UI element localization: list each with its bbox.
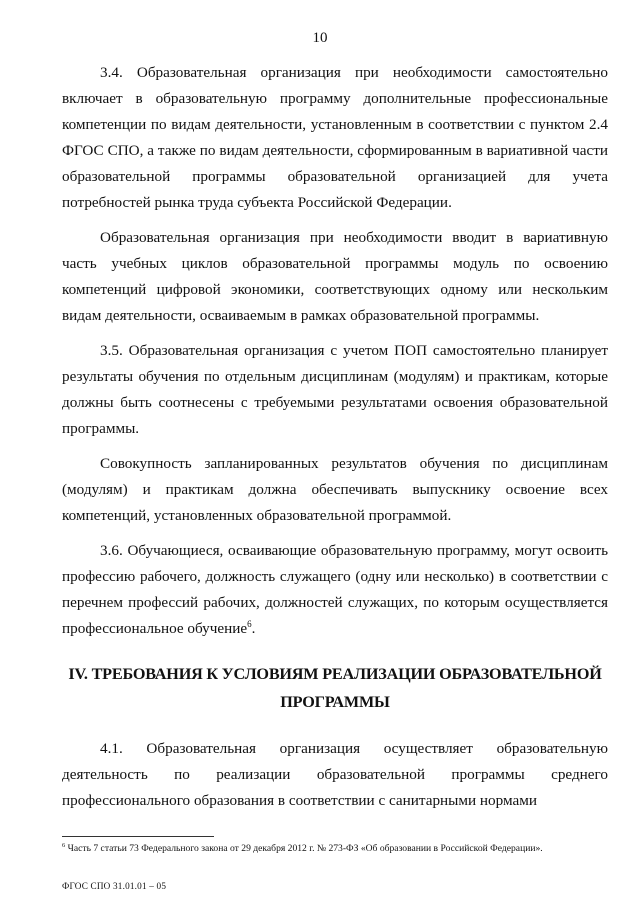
footnote-reference: 6 xyxy=(247,619,252,629)
page-number: 10 xyxy=(312,30,328,46)
paragraph-3-4: 3.4. Образовательная организация при необходимости самостоятельно включает в образовательную программу дополнительные профессиональные компетенции по видам деятельности, установленным в соответствии с пунктом 2.4 ФГОС СПО, а также по видам деятельности, сформированным в вариативной части образовательной программы образовательной организацией для учета потребностей рынка труда субъекта Российской Федерации. xyxy=(62,64,608,211)
paragraph-3-6 xyxy=(62,538,608,642)
footnote xyxy=(62,842,622,855)
section-heading-line-1: IV. ТРЕБОВАНИЯ К УСЛОВИЯМ РЕАЛИЗАЦИИ ОБРАЗОВАТЕЛЬНОЙ xyxy=(68,665,602,683)
document-code: ФГОС СПО 31.01.01 – 05 xyxy=(62,881,167,891)
page-body xyxy=(62,60,608,823)
paragraph-3-6-text: 3.6. Обучающиеся, осваивающие образовательную программу, могут освоить профессию рабочего, должность служащего (одну или несколько) в соответствии с перечнем профессий рабочих, должностей служащих, по которым осуществляется профессиональное обучение xyxy=(62,542,608,637)
paragraph-learning-outcomes: Совокупность запланированных результатов обучения по дисциплинам (модулям) и практикам должна обеспечивать выпускнику освоение всех компетенций, установленных образовательной программой. xyxy=(62,455,608,524)
paragraph-3-6-end: . xyxy=(251,620,256,637)
section-heading xyxy=(62,660,608,716)
footnote-marker: 6 xyxy=(62,842,66,849)
paragraph-4-1: 4.1. Образовательная организация осуществляет образовательную деятельность по реализации образовательной программы среднего профессионального образования в соответствии с санитарными нормами xyxy=(62,740,608,809)
paragraph-3-5: 3.5. Образовательная организация с учетом ПОП самостоятельно планирует результаты обучения по отдельным дисциплинам (модулям) и практикам, которые должны быть соотнесены с требуемыми результатами освоения образовательной программы. xyxy=(62,342,608,437)
paragraph-digital-economy: Образовательная организация при необходимости вводит в вариативную часть учебных циклов образовательной программы модуль по освоению компетенций цифровой экономики, соответствующих одному или нескольким видам деятельности, осваиваемым в рамках образовательной программы. xyxy=(62,229,608,324)
footnote-separator xyxy=(62,836,214,837)
section-heading-line-2: ПРОГРАММЫ xyxy=(280,693,390,711)
footnote-text: Часть 7 статьи 73 Федерального закона от 29 декабря 2012 г. № 273-ФЗ «Об образовании в Российской Федерации». xyxy=(65,843,543,854)
